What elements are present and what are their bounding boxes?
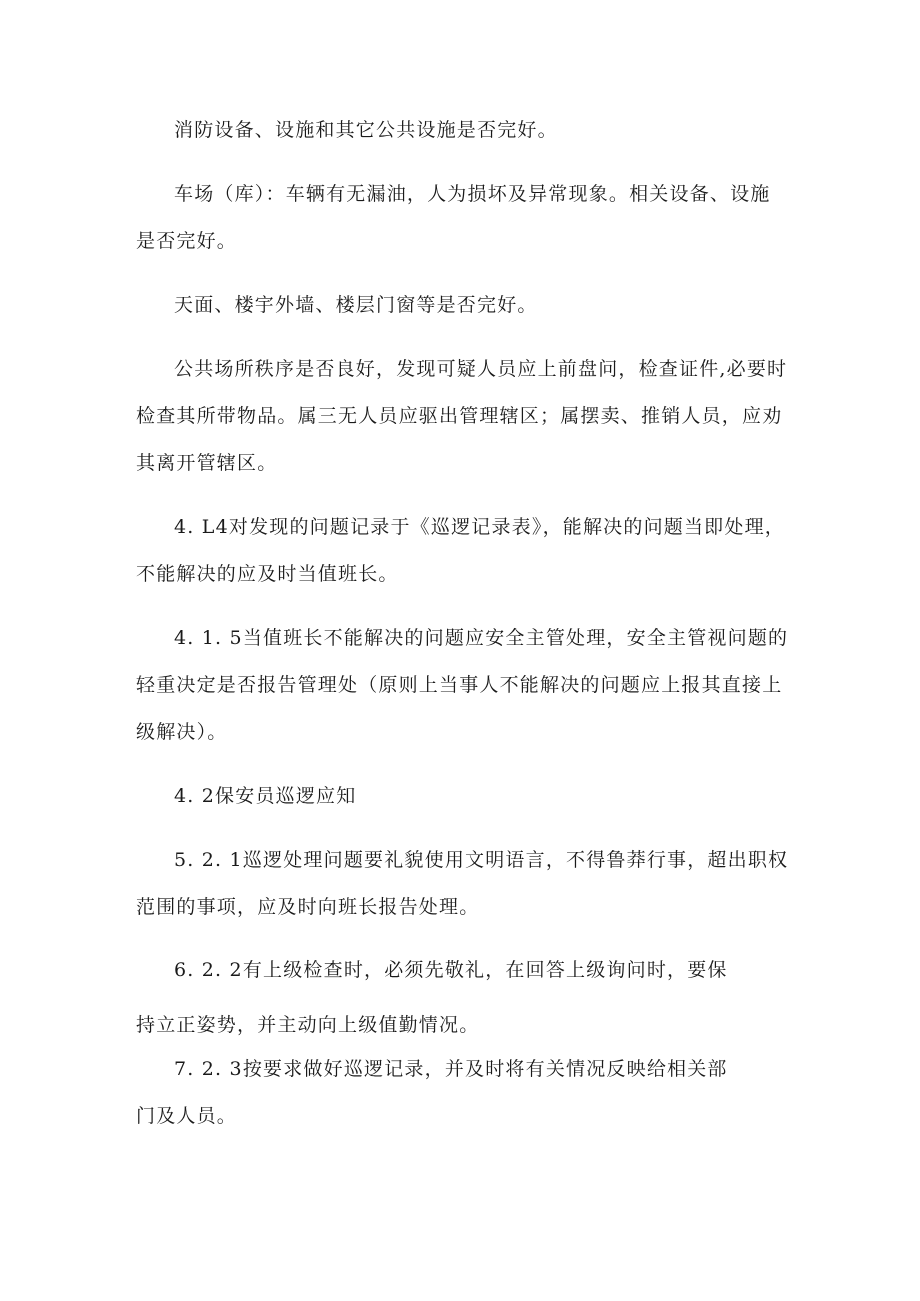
- text-line: 其离开管辖区。: [136, 452, 278, 474]
- text-line: 消防设备、设施和其它公共设施是否完好。: [174, 119, 558, 141]
- text-line: 是否完好。: [136, 230, 238, 252]
- text-line: 轻重决定是否报告管理处（原则上当事人不能解决的问题应上报其直接上: [136, 674, 783, 696]
- text-line: 持立正姿势，并主动向上级值勤情况。: [136, 1014, 480, 1036]
- text-line: 检查其所带物品。属三无人员应驱出管理辖区；属摆卖、推销人员，应劝: [136, 405, 783, 427]
- text-line: 4. 2保安员巡逻应知: [174, 785, 357, 807]
- text-line: 级解决）。: [136, 721, 228, 743]
- text-line: 4. L4对发现的问题记录于《巡逻记录表》，能解决的问题当即处理，: [174, 516, 785, 538]
- text-line: 7. 2. 3按要求做好巡逻记录，并及时将有关情况反映给相关部: [174, 1058, 728, 1080]
- text-line: 公共场所秩序是否良好，发现可疑人员应上前盘问，检查证件,必要时: [174, 358, 788, 380]
- text-line: 5. 2. 1巡逻处理问题要礼貌使用文明语言，不得鲁莽行事，超出职权: [174, 849, 789, 871]
- text-line: 门及人员。: [136, 1105, 238, 1127]
- text-line: 6. 2. 2有上级检查时，必须先敬礼，在回答上级询问时，要保: [174, 959, 728, 981]
- text-line: 范围的事项，应及时向班长报告处理。: [136, 896, 480, 918]
- text-line: 不能解决的应及时当值班长。: [136, 563, 399, 585]
- text-line: 车场（库）：车辆有无漏油，人为损坏及异常现象。相关设备、设施: [174, 183, 771, 205]
- text-line: 4. 1. 5当值班长不能解决的问题应安全主管处理，安全主管视问题的: [174, 627, 789, 649]
- text-line: 天面、楼宇外墙、楼层门窗等是否完好。: [174, 294, 538, 316]
